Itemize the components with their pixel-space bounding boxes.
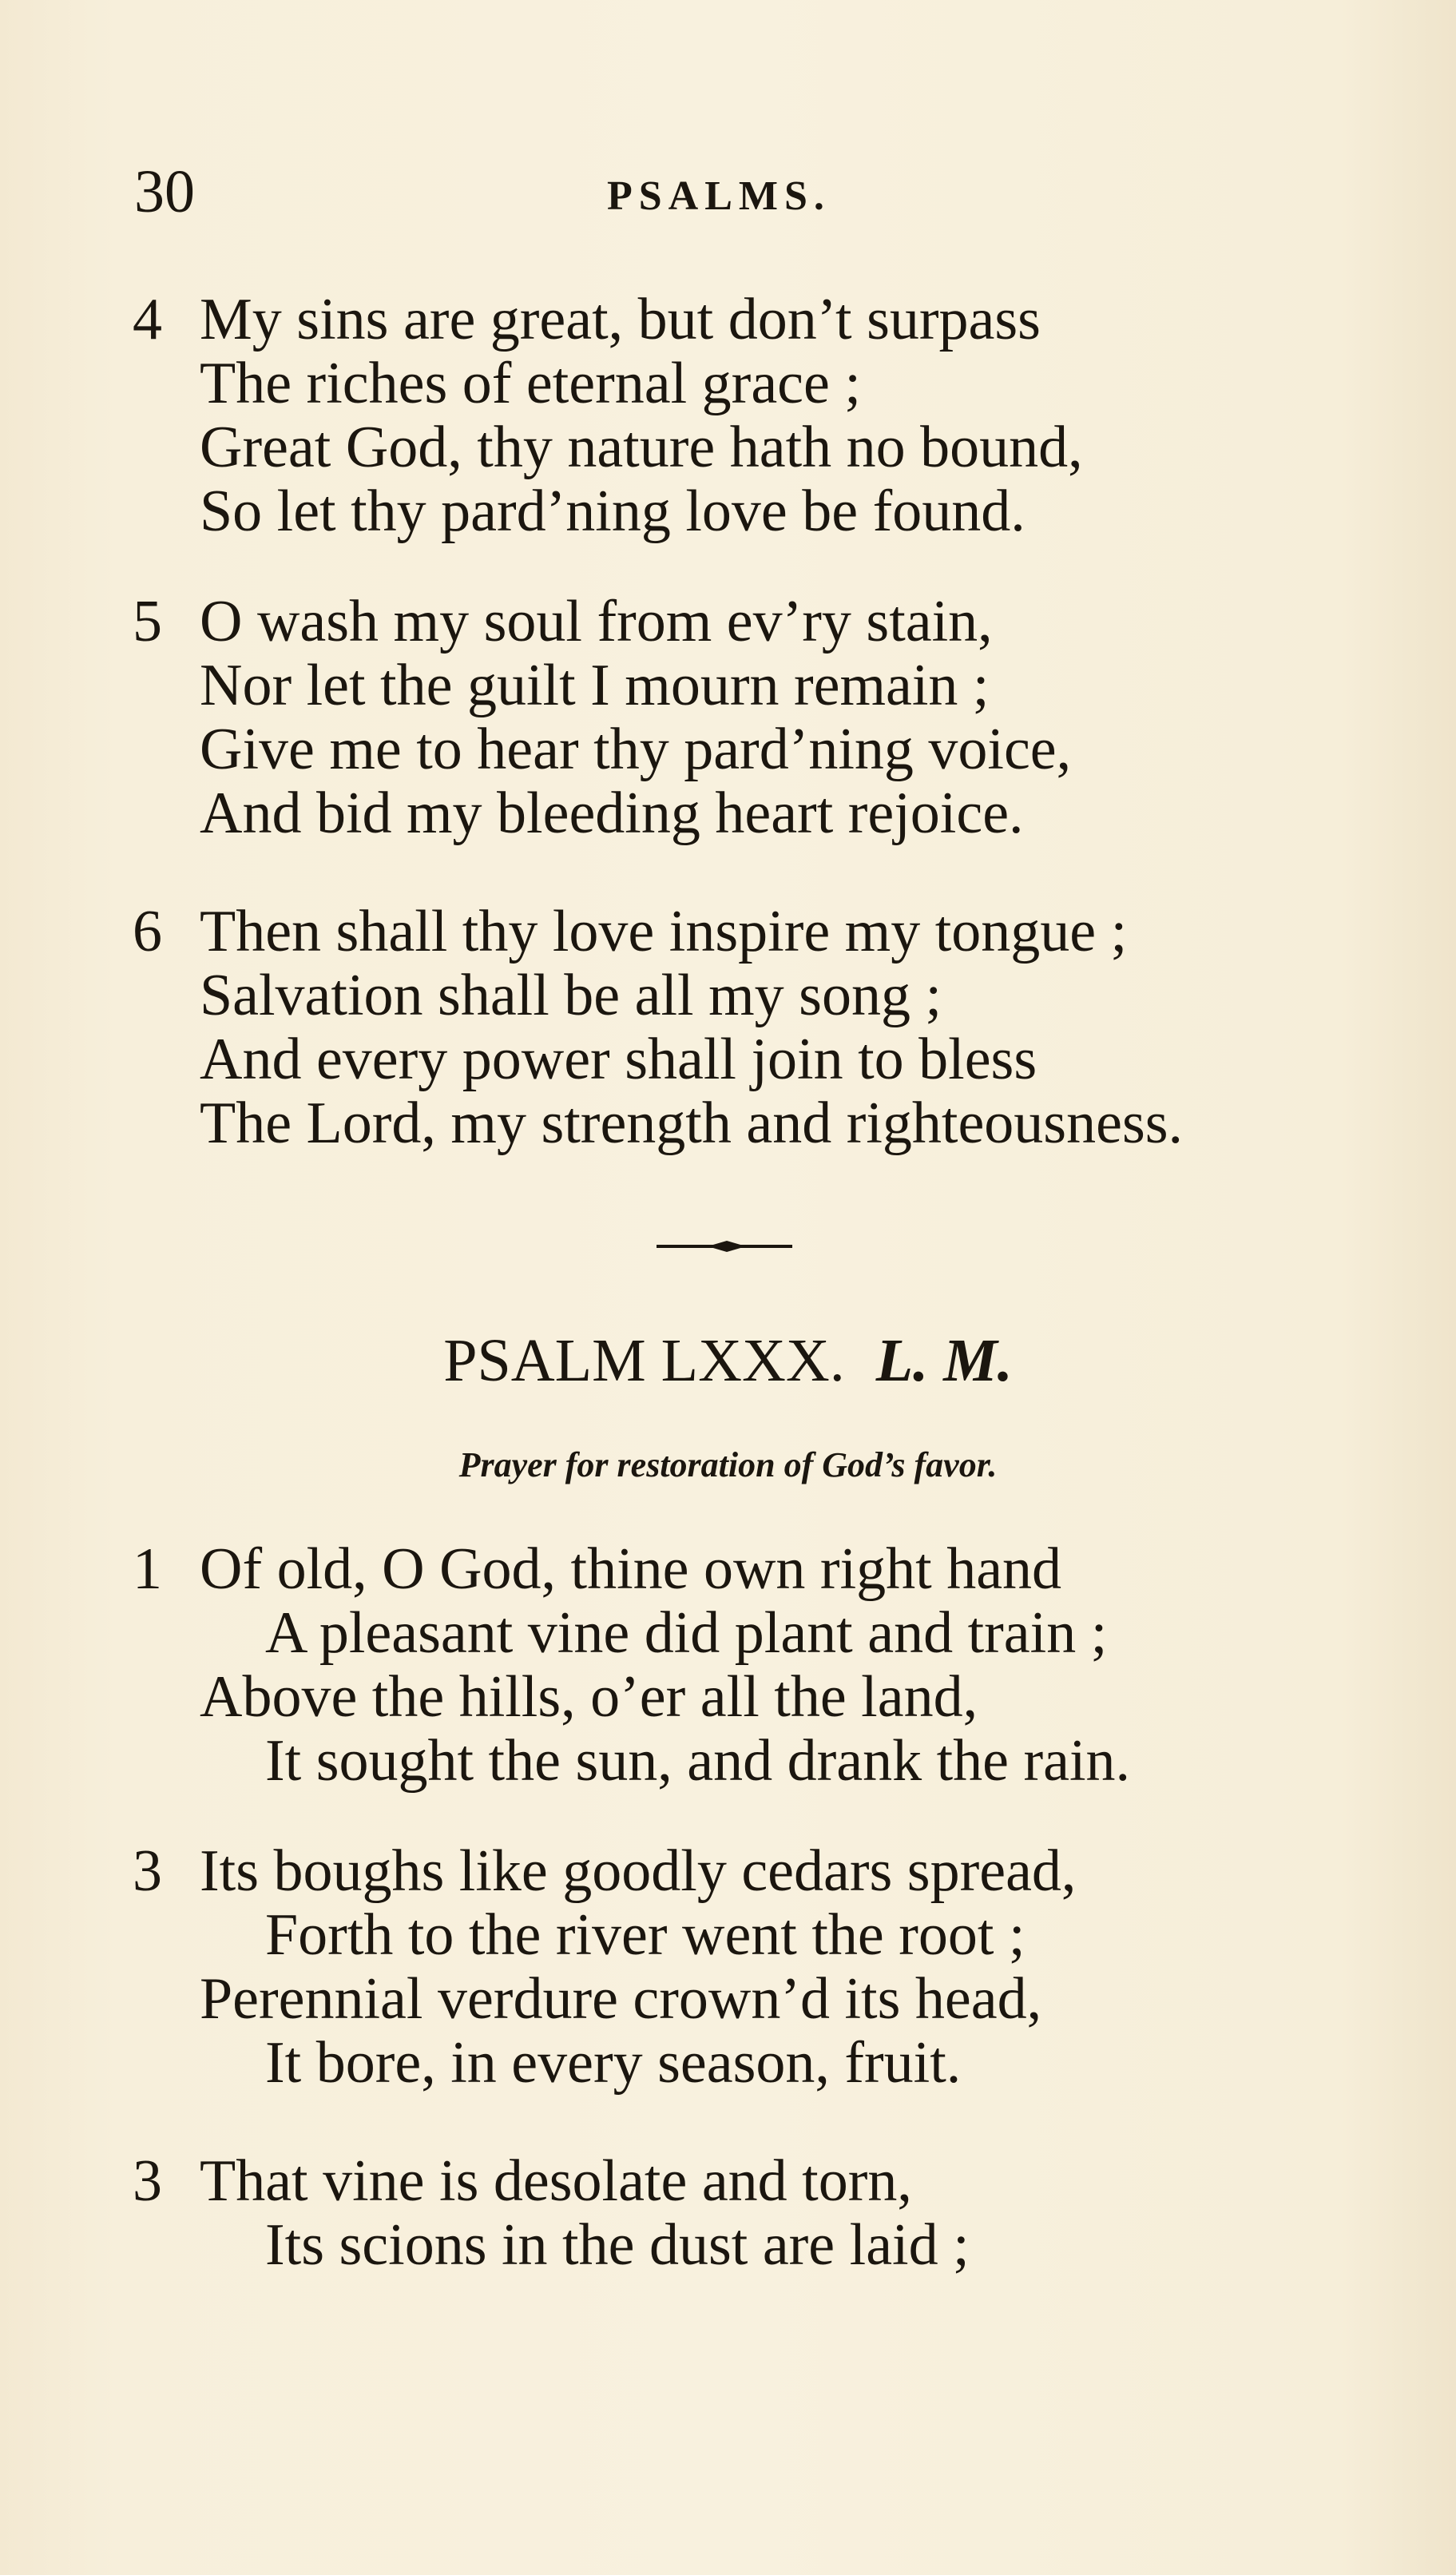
verse-text: O wash my soul from ev’ry stain, xyxy=(200,589,993,654)
verse-line xyxy=(0,479,1456,543)
verse-text: The riches of eternal grace ; xyxy=(200,351,861,416)
ornament-divider-icon xyxy=(657,1238,792,1254)
verse-text: Then shall thy love inspire my tongue ; xyxy=(200,899,1128,964)
verse-line xyxy=(0,288,1456,352)
verse-text: Perennial verdure crown’d its head, xyxy=(200,1966,1042,2032)
verse-text: My sins are great, but don’t surpass xyxy=(200,287,1041,352)
psalm-title xyxy=(0,1325,1456,1397)
psalm-number: PSALM LXXX. xyxy=(443,1327,845,1394)
verse-text: Its scions in the dust are laid ; xyxy=(265,2212,970,2278)
verse-text: Nor let the guilt I mourn remain ; xyxy=(200,653,990,718)
stanza-number: 3 xyxy=(133,1838,162,1904)
verse-text: It sought the sun, and drank the rain. xyxy=(265,1728,1131,1794)
psalm-meter: L. M. xyxy=(875,1327,1013,1394)
verse-text: A pleasant vine did plant and train ; xyxy=(265,1600,1108,1666)
verse-line xyxy=(0,1027,1456,1091)
verse-text: Forth to the river went the root ; xyxy=(265,1902,1026,1968)
stanza-number: 5 xyxy=(133,589,162,654)
verse-line xyxy=(0,590,1456,654)
stanza-number: 1 xyxy=(133,1536,162,1602)
verse-line xyxy=(0,717,1456,781)
verse-line xyxy=(0,654,1456,717)
verse-line xyxy=(0,2149,1456,2213)
verse-line xyxy=(0,1903,1456,1967)
verse-line xyxy=(0,1665,1456,1729)
verse-line xyxy=(0,1839,1456,1903)
verse-line xyxy=(0,352,1456,415)
verse-text: Give me to hear thy pard’ning voice, xyxy=(200,717,1072,782)
psalm-subtitle: Prayer for restoration of God’s favor. xyxy=(458,1445,998,1484)
verse-text: The Lord, my strength and righteousness. xyxy=(200,1091,1184,1156)
verse-line xyxy=(0,1601,1456,1665)
verse-text: Its boughs like goodly cedars spread, xyxy=(200,1838,1077,1904)
verse-line xyxy=(0,415,1456,479)
verse-line xyxy=(0,1729,1456,1793)
verse-line xyxy=(0,2031,1456,2095)
page-header xyxy=(0,160,1456,224)
verse-text: Of old, O God, thine own right hand xyxy=(200,1536,1062,1602)
verse-text: Salvation shall be all my song ; xyxy=(200,963,942,1028)
stanza-number: 6 xyxy=(133,899,162,964)
verse-line xyxy=(0,900,1456,964)
verse-text: That vine is desolate and torn, xyxy=(200,2148,912,2214)
verse-text: It bore, in every season, fruit. xyxy=(265,2030,962,2096)
verse-text: And bid my bleeding heart rejoice. xyxy=(200,781,1024,846)
verse-line xyxy=(0,2213,1456,2277)
verse-text: Great God, thy nature hath no bound, xyxy=(200,415,1083,480)
verse-line xyxy=(0,1091,1456,1155)
verse-line xyxy=(0,781,1456,845)
verse-text: Above the hills, o’er all the land, xyxy=(200,1664,978,1730)
verse-text: And every power shall join to bless xyxy=(200,1027,1037,1092)
verse-line xyxy=(0,1537,1456,1601)
page-number: 30 xyxy=(134,158,195,225)
verse-line xyxy=(0,1967,1456,2031)
stanza-number: 3 xyxy=(133,2148,162,2214)
stanza-number: 4 xyxy=(133,287,162,352)
verse-text: So let thy pard’ning love be found. xyxy=(200,479,1026,544)
verse-line xyxy=(0,964,1456,1027)
running-head: PSALMS. xyxy=(607,173,831,219)
